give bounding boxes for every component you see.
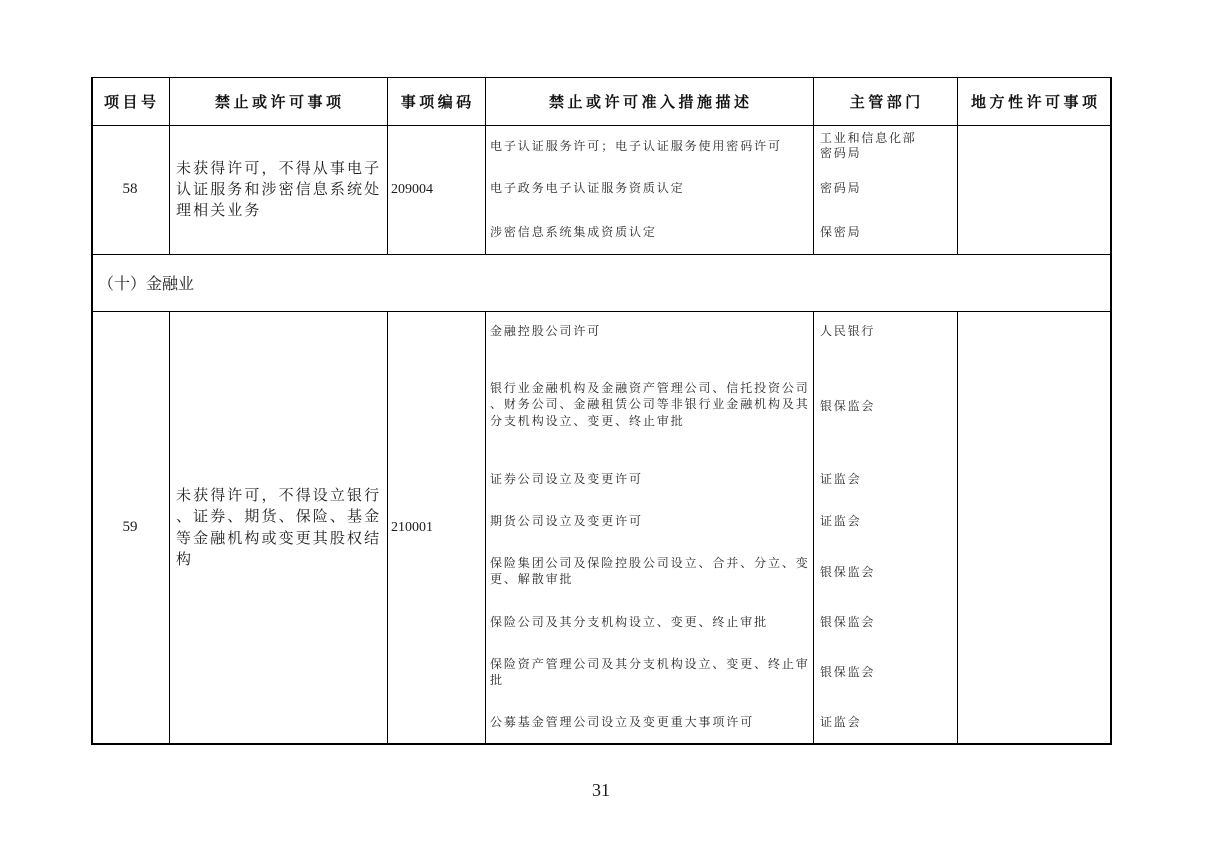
item-cell [176, 125, 386, 254]
measure-description-cell [490, 500, 812, 542]
header-cell-department [813, 77, 957, 125]
measure-description-cell [490, 167, 812, 210]
measure-department: 银保监会 [820, 664, 876, 679]
column-divider [957, 311, 959, 745]
measure-department-cell [820, 210, 954, 254]
header-label: 禁止或许可准入措施描述 [548, 92, 753, 111]
measure-department: 银保监会 [820, 398, 876, 413]
page-number: 31 [592, 780, 610, 800]
item-code: 209004 [391, 181, 433, 197]
header-cell-item-number [91, 77, 169, 125]
header-cell-local-license [957, 77, 1111, 125]
section-title: （十）金融业 [98, 274, 195, 293]
measure-description: 公募基金管理公司设立及变更重大事项许可 [490, 714, 755, 729]
measure-description-cell [490, 600, 812, 644]
measure-description-cell [490, 542, 812, 600]
item-number: 59 [122, 519, 138, 535]
measure-department-cell [820, 600, 954, 644]
measure-department: 证监会 [820, 714, 862, 729]
measure-department-cell [820, 311, 954, 351]
header-label: 禁止或许可事项 [214, 92, 345, 111]
measure-department-cell [820, 458, 954, 500]
measure-department: 密码局 [820, 181, 862, 195]
header-cell-measure-description [485, 77, 813, 125]
header-cell-item [169, 77, 387, 125]
measure-department-cell [820, 500, 954, 542]
header-cell-item-code [387, 77, 485, 125]
header-label: 项目号 [103, 92, 160, 111]
measure-description-cell [490, 311, 812, 351]
measure-department-cell [820, 125, 954, 167]
measure-department-cell [820, 351, 954, 461]
measure-department: 人民银行 [820, 323, 876, 338]
measure-department: 银保监会 [820, 614, 876, 629]
section-heading-cell [98, 254, 498, 311]
item-code: 210001 [391, 519, 433, 535]
measure-description: 电子政务电子认证服务资质认定 [490, 181, 685, 196]
measure-department: 保密局 [820, 224, 862, 239]
item-text: 未获得许可，不得从事电子认证服务和涉密信息系统处理相关业务 [176, 158, 382, 220]
measure-department-cell [820, 542, 954, 602]
header-label: 事项编码 [400, 92, 475, 111]
header-label: 地方性许可事项 [970, 92, 1101, 111]
measure-department-cell [820, 644, 954, 700]
item-text: 未获得许可，不得设立银行、证券、期货、保险、基金等金融机构或变更其股权结构 [176, 485, 382, 568]
item-code-cell [391, 311, 483, 744]
measure-description-cell [490, 644, 812, 700]
column-divider [485, 311, 487, 745]
measure-description: 银行业金融机构及金融资产管理公司、信托投资公司、财务公司、金融租赁公司等非银行业金融机构及其分支机构设立、变更、终止审批 [490, 380, 810, 428]
measure-description: 期货公司设立及变更许可 [490, 513, 643, 528]
measure-description-cell [490, 458, 812, 500]
item-cell [176, 311, 386, 744]
item-number-cell [91, 311, 169, 744]
table-border-right [1110, 77, 1112, 745]
measure-department-cell [820, 700, 954, 744]
measure-department: 工业和信息化部 密码局 [820, 131, 917, 160]
item-number-cell [91, 125, 169, 254]
measure-department: 证监会 [820, 471, 862, 486]
measure-department: 银保监会 [820, 564, 876, 579]
measure-description: 涉密信息系统集成资质认定 [490, 224, 657, 239]
measure-description: 金融控股公司许可 [490, 323, 602, 338]
item-code-cell [391, 125, 483, 254]
measure-description: 保险公司及其分支机构设立、变更、终止审批 [490, 614, 769, 629]
measure-description-cell [490, 351, 812, 458]
measure-description: 证券公司设立及变更许可 [490, 471, 643, 486]
measure-description: 保险资产管理公司及其分支机构设立、变更、终止审批 [490, 656, 810, 687]
measure-description-cell [490, 210, 812, 254]
page-number-container [570, 779, 632, 801]
header-label: 主管部门 [849, 92, 924, 111]
measure-description-cell [490, 125, 812, 167]
measure-department-cell [820, 167, 954, 210]
measure-description-cell [490, 700, 812, 744]
measure-description: 电子认证服务许可；电子认证服务使用密码许可 [490, 138, 782, 153]
measure-description: 保险集团公司及保险控股公司设立、合并、分立、变更、解散审批 [490, 555, 810, 586]
column-divider [813, 311, 815, 745]
measure-department: 证监会 [820, 513, 862, 528]
column-divider [387, 311, 389, 745]
item-number: 58 [122, 181, 138, 197]
